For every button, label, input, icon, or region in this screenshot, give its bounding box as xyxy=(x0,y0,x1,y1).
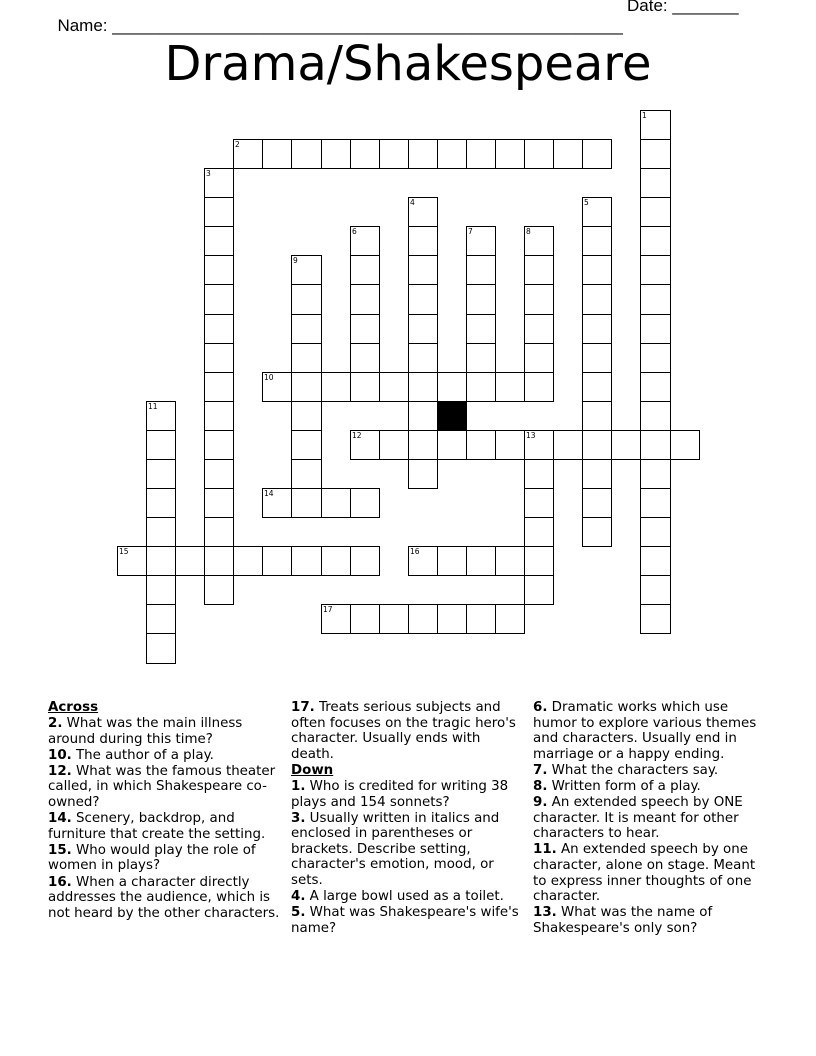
crossword-cell[interactable] xyxy=(524,372,554,402)
crossword-cell[interactable] xyxy=(524,575,554,605)
crossword-cell[interactable] xyxy=(379,139,409,169)
crossword-cell[interactable] xyxy=(524,343,554,373)
clue-across-12: 12. What was the famous theater called, in which Shakespeare co-owned? xyxy=(48,763,276,811)
crossword-cell[interactable] xyxy=(495,139,525,169)
crossword-cell[interactable] xyxy=(204,401,234,431)
crossword-cell[interactable] xyxy=(408,430,438,460)
clue-number-label: 1 xyxy=(642,111,647,120)
clue-number-label: 12 xyxy=(352,431,362,440)
crossword-cell[interactable] xyxy=(495,546,525,576)
clue-number-label: 2 xyxy=(235,140,240,149)
crossword-cell[interactable] xyxy=(291,343,322,373)
crossword-cell[interactable] xyxy=(408,197,438,227)
crossword-cell[interactable] xyxy=(350,226,380,256)
crossword-cell[interactable] xyxy=(350,284,380,315)
crossword-cell[interactable] xyxy=(640,139,671,169)
clue-number-label: 7 xyxy=(468,227,473,236)
crossword-cell[interactable] xyxy=(350,372,380,402)
crossword-cell[interactable] xyxy=(640,343,671,373)
clue-across-17: 17. Treats serious subjects and often focuses on the tragic hero's character. Usually ends with death. xyxy=(291,700,516,762)
clue-down-7: 7. What the characters say. xyxy=(533,762,719,778)
crossword-cell[interactable] xyxy=(611,430,641,460)
clue-down-5: 5. What was Shakespeare's wife's name? xyxy=(291,905,519,936)
crossword-cell[interactable] xyxy=(175,546,205,576)
crossword-cell[interactable] xyxy=(291,488,322,518)
crossword-cell[interactable] xyxy=(146,575,176,605)
crossword-cell[interactable] xyxy=(204,488,234,518)
crossword-cell[interactable] xyxy=(408,284,438,315)
clue-down-9: 9. An extended speech by ONE character. It is meant for other characters to hear. xyxy=(533,795,743,842)
crossword-cell[interactable] xyxy=(582,226,612,256)
crossword-cell[interactable] xyxy=(408,255,438,285)
crossword-cell[interactable] xyxy=(466,284,496,315)
crossword-cell[interactable] xyxy=(350,139,380,169)
crossword-cell[interactable] xyxy=(640,488,671,518)
clue-number-label: 14 xyxy=(264,489,274,498)
clue-number-label: 10 xyxy=(264,373,274,382)
crossword-cell[interactable] xyxy=(582,459,612,489)
crossword-cell[interactable] xyxy=(582,255,612,285)
crossword-cell[interactable] xyxy=(582,284,612,315)
crossword-cell[interactable] xyxy=(204,197,234,227)
crossword-cell[interactable] xyxy=(524,546,554,576)
clue-down-4: 4. A large bowl used as a toilet. xyxy=(291,889,504,905)
crossword-cell[interactable] xyxy=(582,430,612,460)
across-heading: Across xyxy=(48,700,99,715)
clue-number-label: 5 xyxy=(584,198,589,207)
name-line: Name: ______________________________________________________ xyxy=(57,16,623,35)
crossword-cell[interactable] xyxy=(321,546,351,576)
crossword-cell[interactable] xyxy=(466,139,496,169)
crossword-cell[interactable] xyxy=(524,430,554,460)
crossword-cell[interactable] xyxy=(291,255,322,285)
crossword-cell[interactable] xyxy=(146,459,176,489)
crossword-cell[interactable] xyxy=(379,604,409,634)
crossword-cell[interactable] xyxy=(262,546,292,576)
crossword-cell[interactable] xyxy=(204,430,234,460)
crossword-cell[interactable] xyxy=(408,139,438,169)
crossword-cell[interactable] xyxy=(640,430,671,460)
clue-across-15: 15. Who would play the role of women in plays? xyxy=(48,842,256,874)
crossword-cell[interactable] xyxy=(146,546,176,576)
crossword-cell[interactable] xyxy=(466,546,496,576)
crossword-cell[interactable] xyxy=(291,430,322,460)
crossword-cell[interactable] xyxy=(204,226,234,256)
crossword-cell[interactable] xyxy=(408,314,438,344)
crossword-cell[interactable] xyxy=(350,488,380,518)
crossword-cell[interactable] xyxy=(582,401,612,431)
crossword-cell[interactable] xyxy=(291,459,322,489)
clue-across-14: 14. Scenery, backdrop, and furniture that create the setting. xyxy=(48,811,266,842)
crossword-cell[interactable] xyxy=(408,459,438,489)
crossword-cell[interactable] xyxy=(233,546,263,576)
crossword-cell[interactable] xyxy=(291,546,322,576)
crossword-cell[interactable] xyxy=(379,372,409,402)
crossword-cell[interactable] xyxy=(204,343,234,373)
crossword-cell[interactable] xyxy=(524,459,554,489)
crossword-cell[interactable] xyxy=(466,343,496,373)
crossword-cell[interactable] xyxy=(204,575,234,605)
crossword-cell[interactable] xyxy=(582,139,612,169)
page-title: Drama/Shakespeare xyxy=(164,36,652,92)
crossword-cell[interactable] xyxy=(204,168,234,198)
crossword-cell[interactable] xyxy=(408,604,438,634)
crossword-cell[interactable] xyxy=(262,488,292,518)
crossword-cell[interactable] xyxy=(640,372,671,402)
clue-column-3 xyxy=(533,700,769,937)
clue-down-6: 6. Dramatic works which use humor to explore various themes and characters. Usually end in marriage or a happy ending. xyxy=(533,700,757,762)
crossword-cell[interactable] xyxy=(204,546,234,576)
clue-column-1 xyxy=(48,700,284,922)
crossword-cell[interactable] xyxy=(146,488,176,518)
crossword-cell[interactable] xyxy=(262,372,292,402)
crossword-cell[interactable] xyxy=(350,255,380,285)
crossword-cell[interactable] xyxy=(350,604,380,634)
crossword-cell[interactable] xyxy=(146,604,176,634)
crossword-cell[interactable] xyxy=(640,517,671,547)
clue-number-label: 9 xyxy=(293,256,298,265)
crossword-cell[interactable] xyxy=(670,430,700,460)
crossword-cell[interactable] xyxy=(640,284,671,315)
crossword-cell[interactable] xyxy=(640,546,671,576)
clue-down-8: 8. Written form of a play. xyxy=(533,778,701,794)
crossword-cell[interactable] xyxy=(321,604,351,634)
crossword-cell[interactable] xyxy=(466,604,496,634)
crossword-cell[interactable] xyxy=(582,517,612,547)
crossword-cell[interactable] xyxy=(437,430,467,460)
crossword-cell[interactable] xyxy=(204,372,234,402)
clue-number-label: 13 xyxy=(526,431,536,440)
crossword-cell[interactable] xyxy=(466,372,496,402)
crossword-cell[interactable] xyxy=(408,401,438,431)
crossword-cell[interactable] xyxy=(524,488,554,518)
clue-across-16: 16. When a character directly addresses the audience, which is not heard by the other characters. xyxy=(48,874,280,921)
crossword-cell[interactable] xyxy=(524,517,554,547)
crossword-cell[interactable] xyxy=(495,604,525,634)
crossword-cell[interactable] xyxy=(350,343,380,373)
clue-down-11: 11. An extended speech by one character, alone on stage. Meant to express inner thoughts of one character. xyxy=(533,842,756,905)
clue-down-1: 1. Who is credited for writing 38 plays and 154 sonnets? xyxy=(291,778,509,810)
clue-across-2: 2. What was the main illness around during this time? xyxy=(48,716,243,747)
crossword-cell[interactable] xyxy=(582,372,612,402)
crossword-cell[interactable] xyxy=(524,314,554,344)
crossword-cell[interactable] xyxy=(379,430,409,460)
crossword-cell[interactable] xyxy=(582,343,612,373)
clue-number-label: 6 xyxy=(352,227,357,236)
crossword-cell[interactable] xyxy=(466,255,496,285)
crossword-cell[interactable] xyxy=(524,255,554,285)
crossword-cell[interactable] xyxy=(146,401,176,431)
crossword-cell[interactable] xyxy=(233,139,263,169)
crossword-cell[interactable] xyxy=(146,517,176,547)
crossword-cell[interactable] xyxy=(466,430,496,460)
crossword-cell[interactable] xyxy=(204,517,234,547)
crossword-cell[interactable] xyxy=(262,139,292,169)
crossword-cell[interactable] xyxy=(437,604,467,634)
crossword-cell[interactable] xyxy=(291,401,322,431)
crossword-cell[interactable] xyxy=(321,372,351,402)
crossword-cell[interactable] xyxy=(582,488,612,518)
clue-across-10: 10. The author of a play. xyxy=(48,747,214,763)
crossword-cell[interactable] xyxy=(553,430,583,460)
date-line: Date: _______ xyxy=(627,0,739,15)
crossword-cell[interactable] xyxy=(437,372,467,402)
crossword-cell[interactable] xyxy=(582,314,612,344)
crossword-cell[interactable] xyxy=(524,139,554,169)
crossword-cell[interactable] xyxy=(495,430,525,460)
crossword-cell[interactable] xyxy=(524,284,554,315)
crossword-cell[interactable] xyxy=(350,546,380,576)
clue-number-label: 15 xyxy=(119,547,129,556)
crossword-cell[interactable] xyxy=(204,255,234,285)
clue-list xyxy=(0,700,816,980)
crossword-cell[interactable] xyxy=(640,197,671,227)
crossword-cell[interactable] xyxy=(640,314,671,344)
crossword-cell[interactable] xyxy=(524,226,554,256)
crossword-cell[interactable] xyxy=(321,488,351,518)
crossword-cell[interactable] xyxy=(640,604,671,634)
crossword-cell[interactable] xyxy=(466,226,496,256)
crossword-cell[interactable] xyxy=(582,197,612,227)
crossword-cell[interactable] xyxy=(291,139,322,169)
clue-down-3: 3. Usually written in italics and enclosed in parentheses or brackets. Describe setting, character's emotion, mood, or sets. xyxy=(291,810,500,889)
crossword-cell[interactable] xyxy=(408,372,438,402)
crossword-cell[interactable] xyxy=(291,372,322,402)
crossword-cell[interactable] xyxy=(466,314,496,344)
crossword-cell[interactable] xyxy=(640,255,671,285)
clue-number-label: 3 xyxy=(206,169,211,178)
crossword-cell[interactable] xyxy=(640,110,671,140)
clue-number-label: 8 xyxy=(526,227,531,236)
crossword-cell[interactable] xyxy=(553,139,583,169)
clue-number-label: 4 xyxy=(410,198,415,207)
crossword-cell[interactable] xyxy=(146,430,176,460)
crossword-cell[interactable] xyxy=(291,284,322,315)
crossword-cell[interactable] xyxy=(640,575,671,605)
clue-number-label: 16 xyxy=(410,547,420,556)
clue-number-label: 11 xyxy=(148,402,158,411)
crossword-cell[interactable] xyxy=(204,314,234,344)
clue-down-13: 13. What was the name of Shakespeare's only son? xyxy=(533,905,713,936)
crossword-cell[interactable] xyxy=(350,314,380,344)
clue-column-2 xyxy=(291,700,527,937)
black-square xyxy=(437,401,467,431)
crossword-cell[interactable] xyxy=(495,372,525,402)
crossword-cell[interactable] xyxy=(640,226,671,256)
crossword-cell[interactable] xyxy=(350,430,380,460)
crossword-cell[interactable] xyxy=(640,168,671,198)
crossword-cell[interactable] xyxy=(204,284,234,315)
crossword-cell[interactable] xyxy=(437,546,467,576)
clue-number-label: 17 xyxy=(323,605,333,614)
crossword-cell[interactable] xyxy=(437,139,467,169)
crossword-cell[interactable] xyxy=(204,459,234,489)
crossword-cell[interactable] xyxy=(146,633,176,664)
down-heading: Down xyxy=(291,762,334,778)
crossword-cell[interactable] xyxy=(321,139,351,169)
crossword-cell[interactable] xyxy=(291,314,322,344)
crossword-cell[interactable] xyxy=(117,546,147,576)
crossword-cell[interactable] xyxy=(408,226,438,256)
crossword-cell[interactable] xyxy=(408,343,438,373)
crossword-cell[interactable] xyxy=(640,459,671,489)
crossword-cell[interactable] xyxy=(408,546,438,576)
crossword-cell[interactable] xyxy=(640,401,671,431)
